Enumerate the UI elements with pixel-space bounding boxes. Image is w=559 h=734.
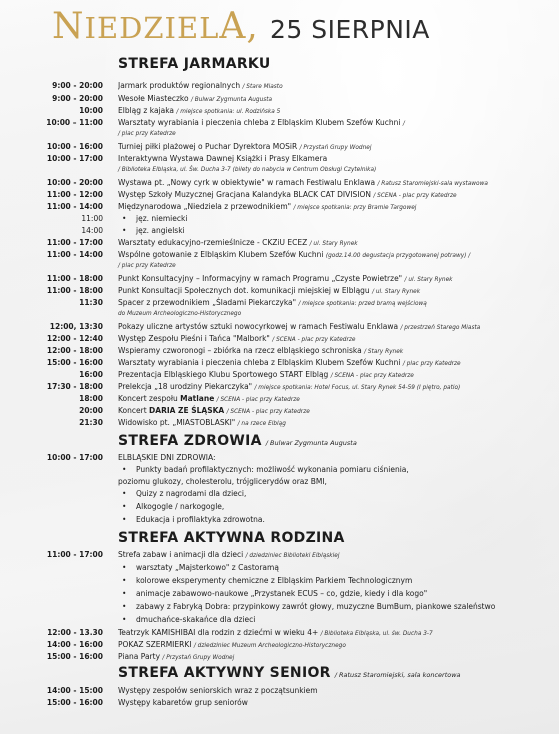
event-location: / SCENA - plac przy Katedrze <box>272 337 356 343</box>
event-row <box>0 237 559 249</box>
event-time: 12:00 - 12:40 <box>46 334 103 343</box>
event-time: 10:00 <box>79 106 103 115</box>
event-title: Koncert zespołu <box>118 394 181 403</box>
section-title-zdrowia: STREFA ZDROWIA / Bulwar Zygmunta Augusta <box>118 433 357 449</box>
event-location: / SCENA - plac przy Katedrze <box>216 397 300 403</box>
bullet: • <box>122 502 127 511</box>
header-title: NIEDZIELA, <box>52 6 259 47</box>
event-time: 9:00 - 20:00 <box>52 94 103 103</box>
family-activity-text: kolorowe eksperymenty chemiczne z Elbląskim Parkiem Technologicznym <box>136 576 413 585</box>
event-row <box>0 393 559 405</box>
header-date: 25 SIERPNIA <box>269 15 430 44</box>
language-row <box>0 225 559 237</box>
event-location: / miejsce spotkania: Hotel Focus, ul. Stary Rynek 54-59 (I piętro, patio) <box>254 385 461 391</box>
health-item-text: Edukacja i profilaktyka zdrowotna. <box>136 515 265 524</box>
event-title: Wystawa pt. „Nowy cyrk w obiektywie" w ramach Festiwalu Enklawa <box>118 178 376 187</box>
section-title-jarmarku: STREFA JARMARKU <box>118 56 271 72</box>
event-location: / dziedziniec Muzeum Archeologiczno-Historycznego <box>193 643 346 649</box>
event-performer: Matlane <box>180 394 215 403</box>
event-row <box>0 117 559 129</box>
event-row <box>0 321 559 333</box>
event-location: (godz.14.00 degustacja przygotowanej potrawy) / <box>325 253 471 259</box>
event-title: Wesołe Miasteczko <box>118 94 189 103</box>
event-title: Elbląg z kajaka <box>118 106 175 115</box>
event-row <box>0 93 559 105</box>
event-time: 11:00 - 14:00 <box>46 250 103 259</box>
event-sub-location: / Biblioteka Elbląska, ul. Św. Ducha 3-7 (bilety do nabycia w Centrum Obsługi Czytelnika) <box>118 167 377 173</box>
event-location: / SCENA - plac przy Katedrze <box>330 373 414 379</box>
family-activity-text: animacje zabawowo-naukowe „Przystanek ECUS – co, gdzie, kiedy i dla kogo" <box>136 589 428 598</box>
event-text <box>118 417 553 430</box>
health-item-text: Quizy z nagrodami dla dzieci, <box>136 489 247 498</box>
event-row <box>0 273 559 285</box>
event-row <box>0 189 559 201</box>
event-title: Międzynarodowa „Niedziela z przewodnikiem" <box>118 202 292 211</box>
bullet: • <box>122 489 127 498</box>
bullet: • <box>122 465 127 474</box>
event-title: Warsztaty wyrabiania i pieczenia chleba z Elbląskim Klubem Szefów Kuchni <box>118 358 401 367</box>
event-title: Wspieramy czworonogi – zbiórka na rzecz elbląskiego schroniska <box>118 346 362 355</box>
event-title: Warsztaty edukacyjno-rzemieślnicze - CKZiU ECEZ <box>118 238 308 247</box>
event-sub-location: / plac przy Katedrze <box>118 131 176 137</box>
zdrowia-row: 10:00 - 17:00 ELBLĄSKIE DNI ZDROWIA: <box>46 453 216 462</box>
family-activity <box>0 562 559 574</box>
event-title: Prelekcja „18 urodziny Piekarczyka" <box>118 382 253 391</box>
event-row <box>0 685 559 697</box>
event-title: Występy kabaretów grup seniorów <box>118 698 248 707</box>
language-label: jęz. niemiecki <box>136 214 188 223</box>
event-time: 15:00 - 16:00 <box>46 698 103 707</box>
event-row <box>0 153 559 165</box>
event-location: / ul. Stary Rynek <box>404 277 453 283</box>
event-row <box>0 697 559 709</box>
event-time: 11:00 - 18:00 <box>46 274 103 283</box>
event-title: Występ Szkoły Muzycznej Gracjana Kalandyka BLACK CAT DIVISION <box>118 190 371 199</box>
section-title-senior: STREFA AKTYWNY SENIOR / Ratusz Staromiejski, sala koncertowa <box>118 665 461 681</box>
health-item <box>0 514 559 526</box>
event-title: Punkt Konsultacyjny – Informacyjny w ramach Programu „Czyste Powietrze" <box>118 274 403 283</box>
event-row <box>0 627 559 639</box>
family-activity <box>0 614 559 626</box>
event-time: 12:00 - 13.30 <box>47 628 103 637</box>
event-text <box>118 80 553 93</box>
event-location: / na rzece Elbląg <box>237 421 286 427</box>
event-text <box>118 117 553 130</box>
event-title: Wspólne gotowanie z Elbląskim Klubem Szefów Kuchni <box>118 250 324 259</box>
event-time: 11:30 <box>79 298 103 307</box>
event-time: 9:00 - 20:00 <box>52 81 103 90</box>
event-row <box>0 177 559 189</box>
event-location: / Ratusz Staromiejski-sala wystawowa <box>377 181 488 187</box>
bullet: • <box>122 615 127 624</box>
event-time: 11:00 - 18:00 <box>46 286 103 295</box>
event-location: / Stary Rynek <box>364 349 404 355</box>
event-title: Występ Zespołu Pieśni i Tańca "Malbork" <box>118 334 270 343</box>
event-location: / <box>402 121 405 127</box>
event-row <box>0 381 559 393</box>
event-time: 11:00 - 12:00 <box>46 190 103 199</box>
event-row <box>0 201 559 213</box>
event-location: / SCENA - plac przy Katedrze <box>226 409 310 415</box>
health-item-text: Punkty badań profilaktycznych: możliwość wykonania pomiaru ciśnienia, <box>136 465 409 474</box>
family-activity-text: warsztaty „Majsterkowo" z Castoramą <box>136 563 279 572</box>
event-time: 10:00 - 17:00 <box>46 154 103 163</box>
event-time: 12:00 - 18:00 <box>46 346 103 355</box>
event-text <box>118 153 553 165</box>
event-text <box>118 297 553 310</box>
event-row <box>0 285 559 297</box>
event-time: 16:00 <box>79 370 103 379</box>
family-activity-text: zabawy z Fabryką Dobra: przypinkowy zawrót głowy, muzyczne BumBum, piankowe szaleństwo <box>136 602 496 611</box>
event-row <box>0 297 559 309</box>
event-sub-location: / plac przy Katedrze <box>118 263 176 269</box>
event-location: / miejsce spotkania: ul. Rodzińska 5 <box>176 109 281 115</box>
event-title: POKAZ SZERMIERKI <box>118 640 192 649</box>
event-time: 12:00, 13:30 <box>49 322 103 331</box>
event-row <box>0 639 559 651</box>
event-location: / Przystań Grupy Wodnej <box>162 655 235 661</box>
event-row <box>0 249 559 261</box>
section-title-rodzina: STREFA AKTYWNA RODZINA <box>118 530 345 546</box>
event-performer: DARIA ZE ŚLĄSKA <box>149 406 225 415</box>
event-location: / przestrzeń Starego Miasta <box>400 325 481 331</box>
event-location: / ul. Stary Rynek <box>309 241 358 247</box>
event-time: 21:30 <box>79 418 103 427</box>
event-title: Prezentacja Elbląskiego Klubu Sportowego START Elbląg <box>118 370 329 379</box>
event-title: Jarmark produktów regionalnych <box>118 81 241 90</box>
event-time: 17:30 - 18:00 <box>46 382 103 391</box>
language-time: 14:00 <box>81 226 103 235</box>
page-header <box>52 6 430 50</box>
bullet: • <box>122 602 127 611</box>
event-location: / Stare Miasto <box>242 84 283 90</box>
event-location: / Bulwar Zygmunta Augusta <box>190 97 273 103</box>
event-location: / Biblioteka Elbląska, ul. św. Ducha 3-7 <box>320 631 433 637</box>
event-row <box>0 345 559 357</box>
bullet: • <box>122 226 127 235</box>
family-activity-text: dmuchańce-skakańce dla dzieci <box>136 615 256 624</box>
event-title: Pokazy uliczne artystów sztuki nowocyrkowej w ramach Festiwalu Enklawa <box>118 322 399 331</box>
bullet: • <box>122 563 127 572</box>
event-time: 10:00 - 16:00 <box>46 142 103 151</box>
event-time: 15:00 - 16:00 <box>46 358 103 367</box>
event-row <box>0 141 559 153</box>
family-activity <box>0 601 559 613</box>
event-title: Widowisko pt. „MIASTOBLASKI" <box>118 418 236 427</box>
event-sub-location: do Muzeum Archeologiczno-Historycznego <box>118 311 242 317</box>
event-location: / Przystań Grupy Wodnej <box>299 145 372 151</box>
bullet: • <box>122 515 127 524</box>
event-title: Interaktywna Wystawa Dawnej Książki i Prasy Elkamera <box>118 154 328 163</box>
event-title: Punkt Konsultacji Społecznych dot. komunikacji miejskiej w Elblągu <box>118 286 370 295</box>
event-location: / plac przy Katedrze <box>402 361 461 367</box>
language-time: 11:00 <box>81 214 103 223</box>
event-row <box>0 80 559 92</box>
bullet: • <box>122 576 127 585</box>
event-title: Spacer z przewodnikiem „Śladami Piekarczyka" <box>118 298 297 307</box>
health-item <box>0 476 559 488</box>
rodzina-head-row: 11:00 - 17:00 Strefa zabaw i animacji dla dzieci / dziedziniec Biblioteki Elbląskiej <box>46 550 340 559</box>
health-item <box>0 488 559 500</box>
event-location: / miejsce spotkania: przy Bramie Targowej <box>293 205 417 211</box>
family-activity <box>0 588 559 600</box>
event-time: 18:00 <box>79 394 103 403</box>
event-row <box>0 369 559 381</box>
event-row <box>0 405 559 417</box>
health-item-text: Alkogogle / narkogogle, <box>136 502 225 511</box>
event-title: Turniej piłki plażowej o Puchar Dyrektora MOSiR <box>118 142 298 151</box>
event-time: 11:00 - 17:00 <box>46 238 103 247</box>
event-location: / SCENA - plac przy Katedrze <box>373 193 457 199</box>
event-time: 10:00 - 20:00 <box>46 178 103 187</box>
event-title: Koncert <box>118 406 150 415</box>
language-label: jęz. angielski <box>136 226 185 235</box>
event-title: Występy zespołów seniorskich wraz z początsunkiem <box>118 686 318 695</box>
health-item <box>0 501 559 513</box>
event-time: 11:00 - 14:00 <box>46 202 103 211</box>
bullet: • <box>122 589 127 598</box>
health-item <box>0 464 559 476</box>
event-time: 10:00 – 11:00 <box>46 118 103 127</box>
event-text <box>118 249 553 262</box>
event-location: / ul. Stary Rynek <box>372 289 421 295</box>
health-item-text: poziomu glukozy, cholesterolu, trójglicerydów oraz BMI, <box>118 477 327 486</box>
event-time: 20:00 <box>79 406 103 415</box>
language-row <box>0 213 559 225</box>
event-row <box>0 417 559 429</box>
event-row <box>0 357 559 369</box>
event-title: Piana Party <box>118 652 161 661</box>
event-row <box>0 333 559 345</box>
event-location: / miejsce spotkania: przed bramą wejściową <box>298 301 427 307</box>
event-time: 15:00 - 16:00 <box>46 652 103 661</box>
event-row <box>0 105 559 117</box>
event-time: 14:00 - 15:00 <box>46 686 103 695</box>
family-activity <box>0 575 559 587</box>
event-title: Warsztaty wyrabiania i pieczenia chleba z Elbląskim Klubem Szefów Kuchni <box>118 118 401 127</box>
event-title: Teatrzyk KAMISHIBAI dla rodzin z dziećmi w wieku 4+ <box>118 628 319 637</box>
bullet: • <box>122 214 127 223</box>
event-time: 14:00 - 16:00 <box>46 640 103 649</box>
